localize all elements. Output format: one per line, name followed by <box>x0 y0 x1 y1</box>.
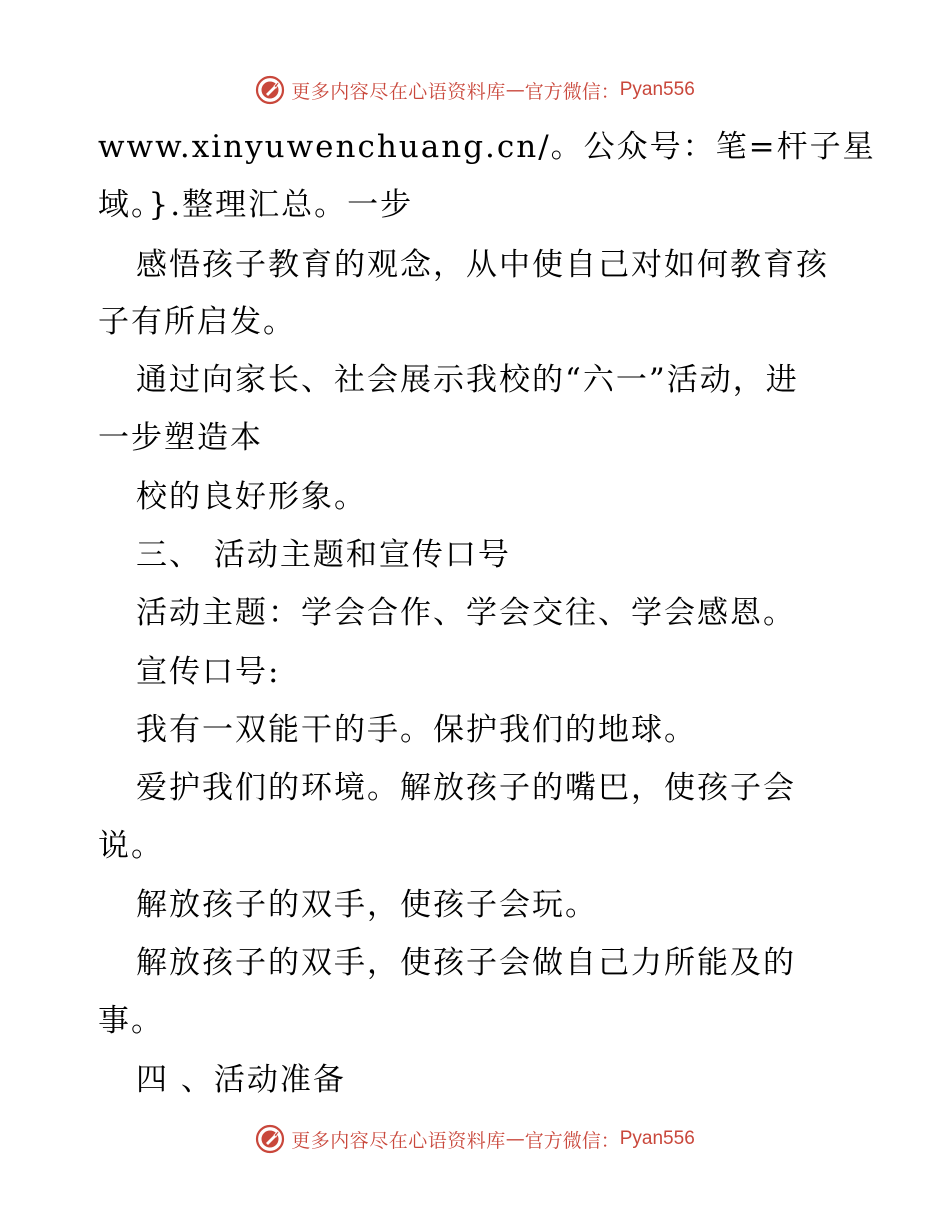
text-line-10: 宣传口号: <box>136 654 281 690</box>
watermark-suffix: 官方微信： <box>524 1129 620 1152</box>
text-line-9: 活动主题：学会合作、学会交往、学会感恩。 <box>136 595 796 631</box>
watermark-dash: — <box>505 79 525 101</box>
text-line-14: 解放孩子的双手，使孩子会玩。 <box>136 887 598 923</box>
watermark-suffix: 官方微信： <box>524 80 620 103</box>
text-line-7: 校的良好形象。 <box>136 479 367 515</box>
text-line-6: 一步塑造本 <box>98 420 263 456</box>
header-watermark <box>0 70 950 110</box>
watermark-account: Pyan556 <box>619 79 695 100</box>
text-line-3: 感悟孩子教育的观念，从中使自己对如何教育孩 <box>136 247 829 283</box>
text-line-2: 域。}.整理汇总。一步 <box>98 187 414 223</box>
watermark-dash: — <box>505 1128 525 1150</box>
text-line-5: 通过向家长、社会展示我校的“六一”活动，进 <box>136 362 799 398</box>
pen-nib-seal-icon <box>255 75 285 105</box>
text-line-4: 子有所启发。 <box>98 304 296 340</box>
text-line-15: 解放孩子的双手，使孩子会做自己力所能及的 <box>136 945 796 981</box>
section-heading-4: 四 、活动准备 <box>136 1062 346 1098</box>
text-line-11: 我有一双能干的手。保护我们的地球。 <box>136 712 697 748</box>
text-line-16: 事。 <box>98 1003 164 1039</box>
section-heading-3: 三、 活动主题和宣传口号 <box>136 537 511 573</box>
text-line-12: 爱护我们的环境。解放孩子的嘴巴，使孩子会 <box>136 770 796 806</box>
pen-nib-seal-icon <box>255 1124 285 1154</box>
text-line-13: 说。 <box>98 828 164 864</box>
watermark-account: Pyan556 <box>619 1128 695 1149</box>
text-line-1: www.xinyuwenchuang.cn/。公众号：笔=杆子星 <box>98 129 876 165</box>
watermark-prefix: 更多内容尽在心语资料库 <box>291 80 506 103</box>
footer-watermark <box>0 1119 950 1159</box>
watermark-prefix: 更多内容尽在心语资料库 <box>291 1129 506 1152</box>
